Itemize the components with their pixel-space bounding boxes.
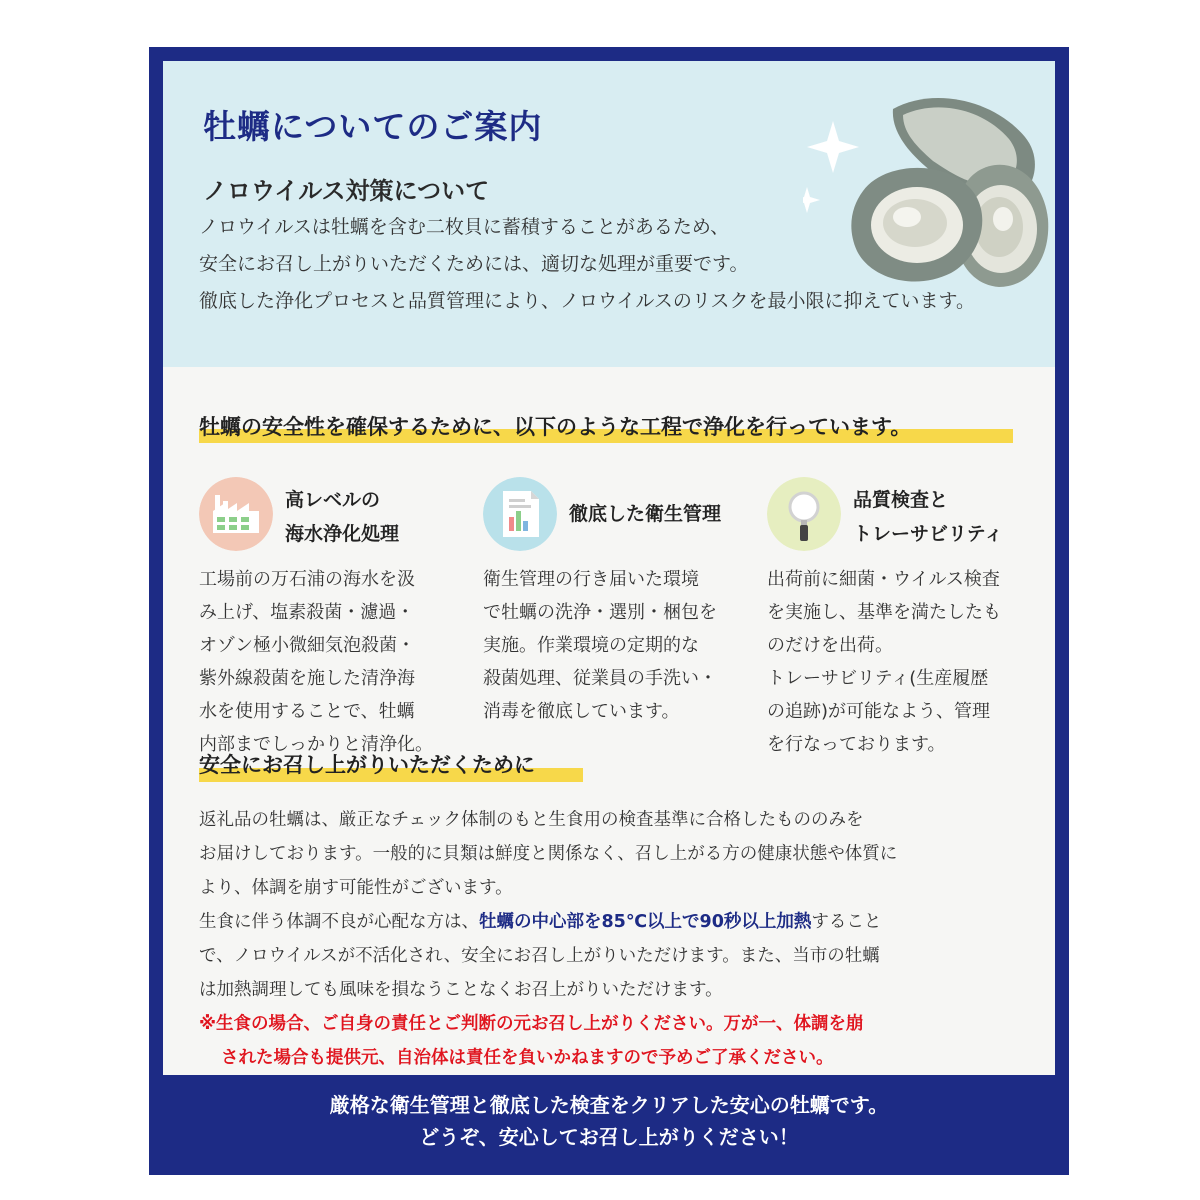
hygiene-line: 衛生管理の行き届いた環境 <box>483 569 699 590</box>
purification-title <box>285 483 465 551</box>
purification-line: 工場前の万石浦の海水を汲 <box>199 569 415 590</box>
hygiene-line: 殺菌処理、従業員の手洗い・ <box>483 668 717 689</box>
content-panel <box>163 61 1055 1075</box>
hygiene-text <box>483 563 733 728</box>
factory-icon <box>199 477 273 551</box>
process-heading <box>199 411 911 441</box>
hygiene-line: 消毒を徹底しています。 <box>483 701 680 722</box>
purification-line: 内部までしっかりと清浄化。 <box>199 734 433 755</box>
warning-line: ※生食の場合、ご自身の責任とご判断の元お召し上がりください。万が一、体調を崩 <box>199 1014 864 1034</box>
safe-line: で、ノロウイルスが不活化され、安全にお召し上がりいただけます。また、当市の牡蠣 <box>199 946 880 966</box>
inspection-line: のだけを出荷。 <box>767 635 893 656</box>
norovirus-line: 安全にお召し上がりいただくためには、適切な処理が重要です。 <box>199 253 749 275</box>
inspection-text <box>767 563 1017 761</box>
purification-title-line: 高レベルの <box>285 489 381 511</box>
inspection-line: の追跡)が可能なよう、管理 <box>767 701 991 722</box>
hygiene-line: 実施。作業環境の定期的な <box>483 635 699 656</box>
safe-line: 返礼品の牡蠣は、厳正なチェック体制のもと生食用の検査基準に合格したもののみを <box>199 810 864 830</box>
page-title: 牡蠣についてのご案内 <box>203 107 543 146</box>
purification-line: み上げ、塩素殺菌・濾過・ <box>199 602 415 623</box>
report-chart-icon <box>483 477 557 551</box>
purification-line: 紫外線殺菌を施した清浄海 <box>199 668 415 689</box>
footer-banner <box>149 1089 1069 1169</box>
footer-line: どうぞ、安心してお召し上がりください！ <box>419 1125 799 1149</box>
heating-pre: 生食に伴う体調不良が心配な方は、 <box>199 912 479 932</box>
warning-line: された場合も提供元、自治体は責任を負いかねますので予めご了承ください。 <box>221 1048 834 1068</box>
safe-line: は加熱調理しても風味を損なうことなくお召上がりいただけます。 <box>199 980 723 1000</box>
safe-heading <box>199 749 535 779</box>
page-frame <box>149 47 1069 1175</box>
inspection-line: を実施し、基準を満たしたも <box>767 602 1001 623</box>
purification-line: 水を使用することで、牡蠣 <box>199 701 415 722</box>
heating-post: すること <box>811 912 882 932</box>
norovirus-heading: ノロウイルス対策について <box>203 177 490 205</box>
footer-line: 厳格な衛生管理と徹底した検査をクリアした安心の牡蠣です。 <box>329 1093 889 1117</box>
purification-title-line: 海水浄化処理 <box>285 523 400 545</box>
norovirus-line: ノロウイルスは牡蠣を含む二枚貝に蓄積することがあるため、 <box>199 216 730 238</box>
inspection-title-line: 品質検査と <box>853 489 949 511</box>
safe-line: お届けしております。一般的に貝類は鮮度と関係なく、召し上がる方の健康状態や体質に <box>199 844 898 864</box>
safe-line: より、体調を崩す可能性がございます。 <box>199 878 513 898</box>
inspection-line: 出荷前に細菌・ウイルス検査 <box>767 569 1000 590</box>
hygiene-line: で牡蠣の洗浄・選別・梱包を <box>483 602 717 623</box>
oyster-illustration <box>803 79 1053 299</box>
safe-text <box>199 803 1029 1075</box>
safe-heading-text: 安全にお召し上がりいただくために <box>199 753 535 777</box>
inspection-line: を行なっております。 <box>767 734 946 755</box>
purification-text <box>199 563 449 761</box>
inspection-title-line: トレーサビリティ <box>853 523 1004 545</box>
magnifier-icon <box>767 477 841 551</box>
hygiene-title-line: 徹底した衛生管理 <box>569 503 722 525</box>
oyster-shells <box>851 98 1048 287</box>
norovirus-line: 徹底した浄化プロセスと品質管理により、ノロウイルスのリスクを最小限に抑えています。 <box>199 290 975 312</box>
heating-emphasis: 牡蠣の中心部を85℃以上で90秒以上加熱 <box>479 912 812 932</box>
safe-line-heating <box>199 905 1029 939</box>
inspection-line: トレーサビリティ(生産履歴 <box>767 668 989 689</box>
hygiene-title <box>569 497 749 531</box>
purification-line: オゾン極小微細気泡殺菌・ <box>199 635 415 656</box>
inspection-title <box>853 483 1033 551</box>
intro-section <box>163 61 1055 367</box>
process-heading-text: 牡蠣の安全性を確保するために、以下のような工程で浄化を行っています。 <box>199 415 912 439</box>
sparkle-icon <box>803 121 859 213</box>
